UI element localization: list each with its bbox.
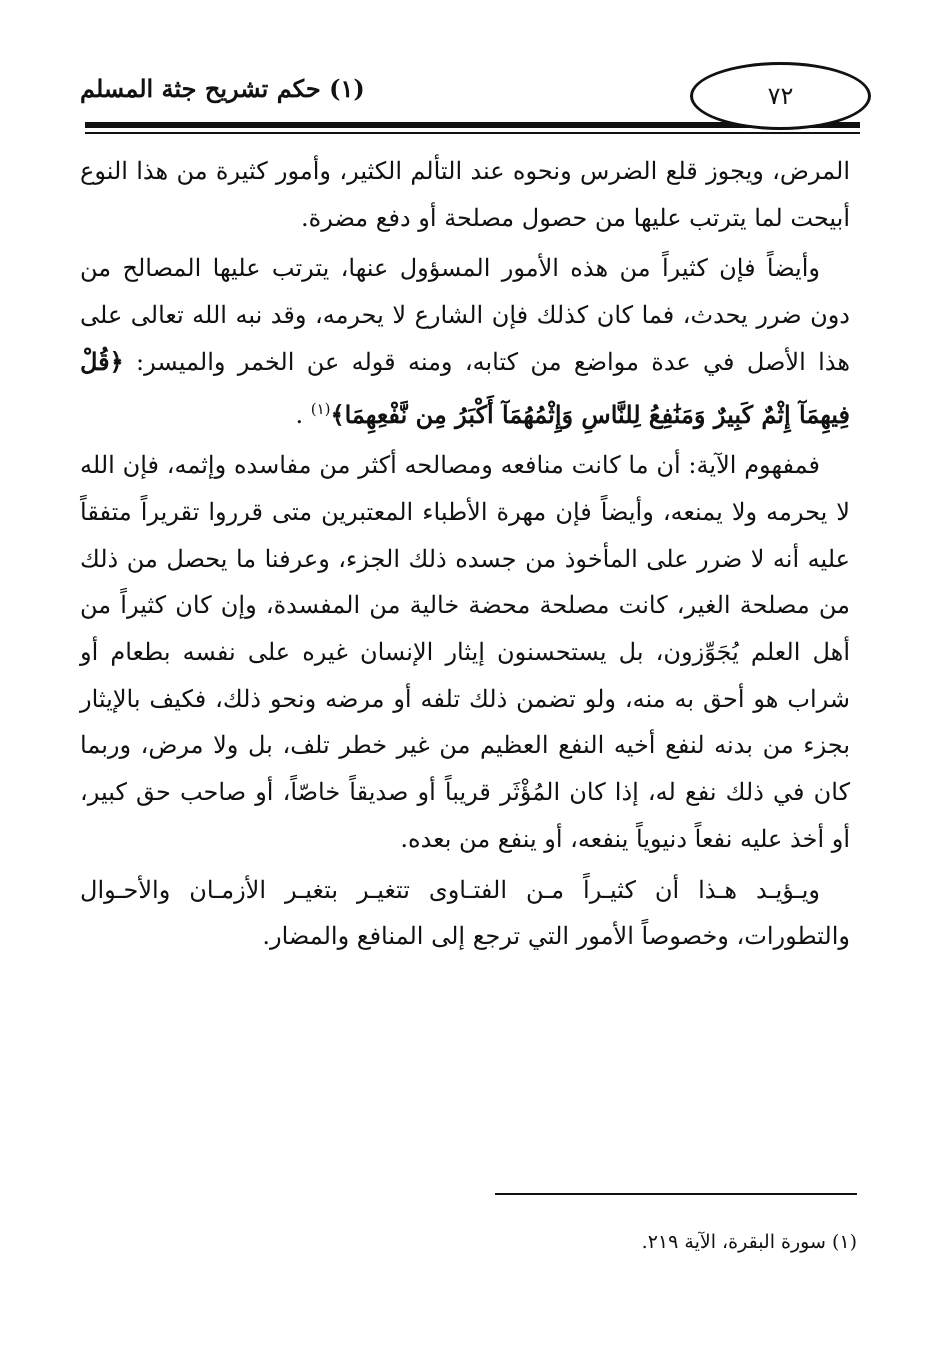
paragraph-1: المرض، ويجوز قلع الضرس ونحوه عند التألم الكثير، وأمور كثيرة من هذا النوع أبيحت لما يترتب عليها من حصول مصلحة أو دفع مضرة. — [80, 157, 850, 232]
footnote-marker: (١) — [310, 399, 331, 418]
quran-verse: ﴿قُلْ فِيهِمَآ إِثْمٌ كَبِيرٌ وَمَنَٰفِعُ لِلنَّاسِ وَإِثْمُهُمَآ أَكْبَرُ مِن نَّفْعِهِمَا﴾ — [80, 346, 850, 429]
page-number: ٧٢ — [690, 62, 871, 130]
page-header — [70, 62, 860, 142]
paragraph-4: ويـؤيـد هـذا أن كثيـراً مـن الفتـاوى تتغيـر بتغيـر الأزمـان والأحـوال والتطورات، وخصوصاً الأمور التي ترجع إلى المنافع والمضار. — [80, 875, 850, 951]
paragraph-2-text: وأيضاً فإن كثيراً من هذه الأمور المسؤول عنها، يترتب عليها المصالح من دون ضرر يحدث، فما كان كذلك فإن الشارع لا يحرمه، وقد نبه الله تعالى على هذا الأصل في عدة مواضع من كتابه، ومنه قوله عن الخمر والميسر: — [80, 254, 850, 376]
chapter-title: (١) حكم تشريح جثة المسلم — [80, 74, 365, 103]
paragraph-2 — [80, 245, 850, 438]
paragraph-2-end: . — [295, 400, 304, 429]
footnote: (١) سورة البقرة، الآية ٢١٩. — [641, 1231, 857, 1253]
footnote-separator — [495, 1193, 857, 1195]
main-text — [80, 148, 850, 964]
header-rule-thin — [85, 132, 860, 134]
paragraph-3: فمفهوم الآية: أن ما كانت منافعه ومصالحه أكثر من مفاسده وإثمه، فإن الله لا يحرمه ولا يمنعه، وأيضاً فإن مهرة الأطباء المعتبرين متى قرروا تقريراً متفقاً عليه أنه لا ضرر على المأخوذ من جسده ذلك الجزء، وعرفنا ما يحصل من ذلك من مصلحة الغير، كانت مصلحة محضة خالية من المفسدة، وإن كان كثيراً من أهل العلم يُجَوِّزون، بل يستحسنون إيثار الإنسان غيره على نفسه بطعام أو شراب هو أحق به منه، ولو تضمن ذلك تلفه أو مرضه ونحو ذلك، فكيف بالإيثار بجزء من بدنه لنفع أخيه النفع العظيم من غير خطر تلف، بل ولا مرض، وربما كان في ذلك نفع له، إذا كان المُؤْثَر قريباً أو صديقاً خاصّاً، أو صاحب حق كبير، أو أخذ عليه نفعاً دنيوياً ينفعه، أو ينفع من بعده. — [80, 451, 850, 853]
